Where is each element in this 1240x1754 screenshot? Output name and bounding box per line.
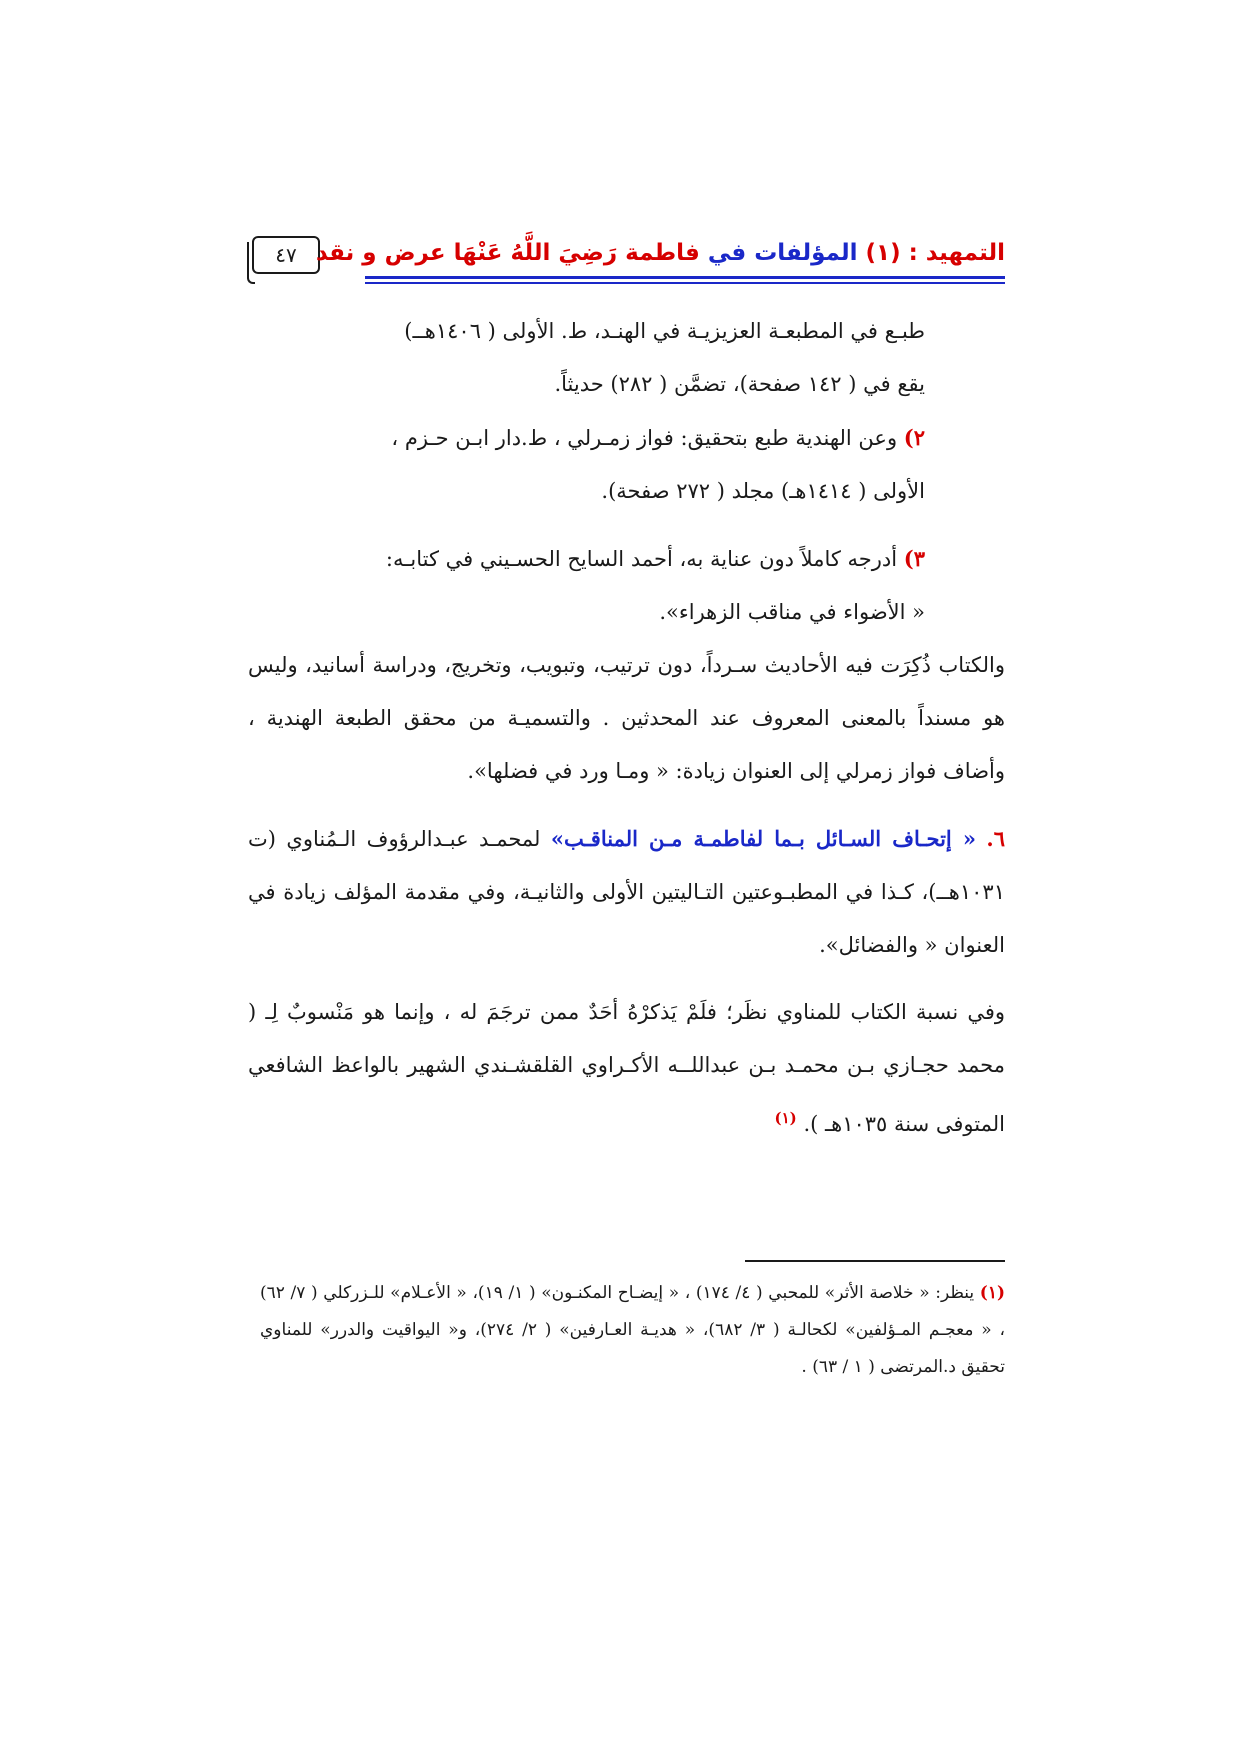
footnote-separator — [745, 1260, 1005, 1262]
header-title-part-1: التمهيد : (١) — [865, 240, 1005, 266]
list-item-text: وعن الهندية طبع بتحقيق: فواز زمـرلي ، ط.دار ابـن حـزم ، — [391, 426, 898, 450]
text-line: الأولى ( ١٤١٤هـ) مجلد ( ٢٧٢ صفحة). — [601, 479, 925, 503]
page-number — [252, 236, 320, 274]
header-title-part-3: فاطمة رَضِيَ اللَّهُ عَنْهَا عرض و نقد — [315, 240, 700, 266]
list-item-6 — [248, 812, 1005, 972]
list-item-number: ٢) — [903, 425, 925, 450]
text-line: طبـع في المطبعـة العزيزيـة في الهنـد، ط. الأولى ( ١٤٠٦هــ) — [404, 319, 925, 343]
paragraph-text: وفي نسبة الكتاب للمناوي نظَر؛ فلَمْ يَذكرْهُ أحَدٌ ممن ترجَمَ له ، وإنما هو مَنْسوبٌ لِـ ( محمد حجـازي بـن محمـد بـن عبداللــه الأكـراوي القلقشـندي الشهير بالواعظ الشافعي المتوفى سنة ١٠٣٥هـ ). — [248, 1000, 1005, 1136]
footnote-number: (١) — [979, 1283, 1005, 1303]
header-rule-top — [365, 276, 1005, 279]
text-line: « الأضواء في مناقب الزهراء». — [659, 600, 925, 624]
text-line: يقع في ( ١٤٢ صفحة)، تضمَّن ( ٢٨٢) حديثاً. — [554, 372, 925, 396]
list-item-number: ٦. — [986, 826, 1006, 851]
header-rule-bottom — [365, 282, 1005, 284]
page-number-text: ٤٧ — [275, 243, 297, 267]
footnote-reference[interactable]: (١) — [774, 1109, 797, 1127]
footnote — [260, 1275, 1005, 1386]
list-item-text: لمحمـد عبـدالرؤوف الـمُناوي (ت ١٠٣١هــ)، كـذا في المطبـوعتين التـاليتين الأولى والثانيـة، وفي مقدمة المؤلف زيادة في العنوان « والفضائل». — [248, 827, 1005, 957]
footnotes — [260, 1275, 1005, 1386]
main-text — [248, 305, 1005, 1151]
list-item-text: أدرجه كاملاً دون عناية به، أحمد السايح الحسـيني في كتابـه: — [385, 547, 898, 571]
running-header — [316, 240, 1005, 266]
book-title: « إتحـاف السـائل بـما لفاطمـة مـن المناقـب» — [550, 826, 976, 851]
paragraph: والكتاب ذُكِرَت فيه الأحاديث سـرداً، دون ترتيب، وتبويب، وتخريج، ودراسة أسانيد، وليس هو مسنداً بالمعنى المعروف عند المحدثين . والتسميـة من محقق الطبعة الهندية ، وأضاف فواز زمرلي إلى العنوان زيادة: « ومـا ورد في فضلها». — [248, 653, 1005, 783]
list-item-3 — [248, 532, 1005, 586]
paragraph — [248, 986, 1005, 1151]
header-title-part-2: المؤلفات في — [707, 240, 858, 266]
list-item-2 — [248, 411, 1005, 465]
list-item-number: ٣) — [903, 546, 925, 571]
footnote-text: ينظر: « خلاصة الأثر» للمحبي ( ٤/ ١٧٤) ، « إيضـاح المكنـون» ( ١/ ١٩)، « الأعـلام» للـزركلي ( ٧/ ٦٢) ، « معجـم المـؤلفين» لكحالـة ( ٣/ ٦٨٢)، « هديـة العـارفين» ( ٢/ ٢٧٤)، و« اليواقيت والدرر» للمناوي تحقيق د.المرتضى ( ١ / ٦٣) . — [260, 1283, 1005, 1377]
